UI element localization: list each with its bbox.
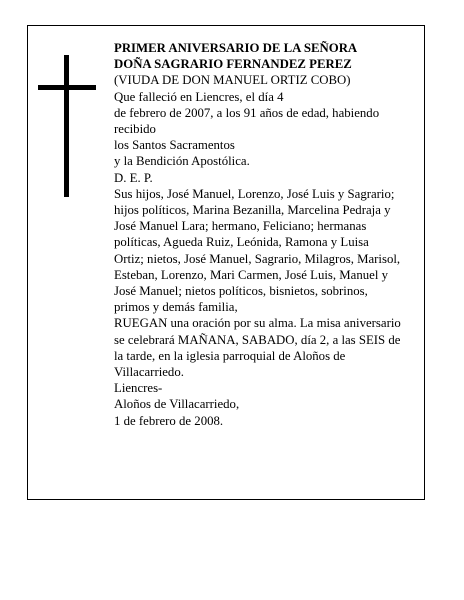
cross-icon-bar — [38, 85, 96, 90]
death-info-line: Que falleció en Liencres, el día 4 — [114, 89, 284, 104]
death-info-line: y la Bendición Apostólica. — [114, 154, 250, 169]
family-line: Sus hijos, José Manuel, Lorenzo, José Luis y Sagrario; — [114, 186, 395, 201]
family-line: políticas, Agueda Ruiz, Leónida, Ramona y Luisa — [114, 235, 369, 250]
footer-line: Liencres- — [114, 381, 163, 396]
cross-icon — [64, 55, 69, 197]
family-line: Ortiz; nietos, José Manuel, Sagrario, Milagros, Marisol, — [114, 251, 401, 266]
footer-line: Aloños de Villacarriedo, — [114, 397, 240, 412]
heading-line-2: DOÑA SAGRARIO FERNANDEZ PEREZ — [114, 57, 352, 72]
request-line: la tarde, en la iglesia parroquial de Aloños de — [114, 348, 346, 363]
obituary-text — [114, 40, 422, 429]
family-line: hijos políticos, Marina Bezanilla, Marcelina Pedraja y — [114, 203, 391, 218]
family-line: José Manuel; nietos políticos, bisnietos, sobrinos, — [114, 284, 368, 299]
widow-subtitle: (VIUDA DE DON MANUEL ORTIZ COBO) — [114, 73, 351, 88]
death-info-line: de febrero de 2007, a los 91 años de edad, habiendo — [114, 105, 380, 120]
family-line: José Manuel Lara; hermano, Feliciano; hermanas — [114, 219, 367, 234]
rip-text: D. E. P. — [114, 170, 153, 185]
heading-line-1: PRIMER ANIVERSARIO DE LA SEÑORA — [114, 41, 358, 55]
request-line: RUEGAN una oración por su alma. La misa aniversario — [114, 316, 401, 331]
death-info-line: los Santos Sacramentos — [114, 138, 235, 153]
request-line: Villacarriedo. — [114, 365, 184, 380]
footer-line: 1 de febrero de 2008. — [114, 413, 224, 428]
death-info-line: recibido — [114, 122, 156, 137]
family-line: primos y demás familia, — [114, 300, 238, 315]
request-line: se celebrará MAÑANA, SABADO, día 2, a las SEIS de — [114, 332, 401, 347]
family-line: Esteban, Lorenzo, Mari Carmen, José Luis, Manuel y — [114, 267, 388, 282]
